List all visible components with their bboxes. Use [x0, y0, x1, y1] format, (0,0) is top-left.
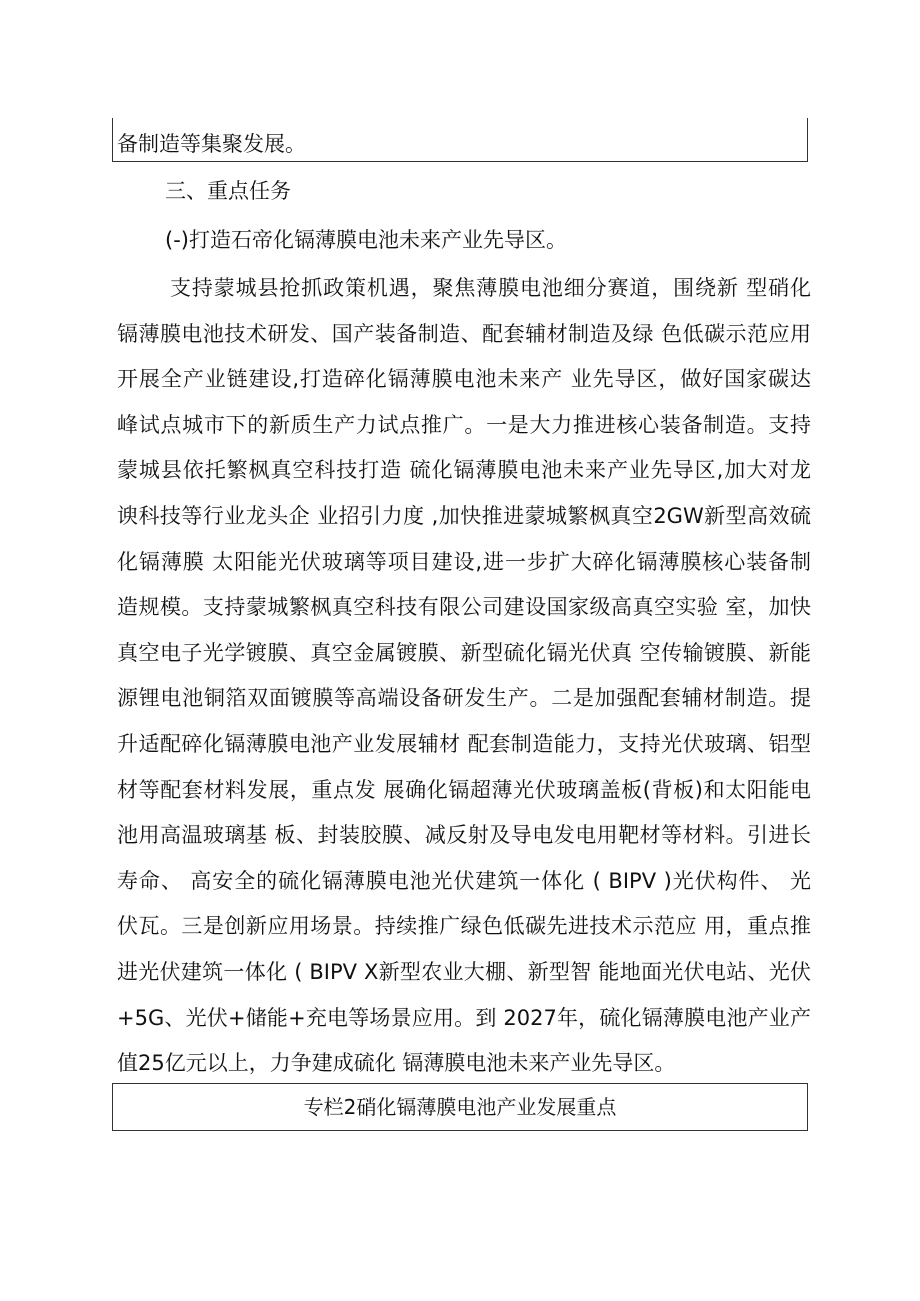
paragraph-line: 源锂电池铜箔双面镀膜等高端设备研发生产。二是加强配套辅材制造。提: [117, 686, 811, 711]
paragraph-line: 支持蒙城县抢抓政策机遇，聚焦薄膜电池细分赛道，围绕新 型硝化: [170, 276, 811, 300]
paragraph-line: 值25亿元以上，力争建成硫化 镉薄膜电池未来产业先导区。: [117, 1051, 676, 1076]
paragraph-line: 材等配套材料发展，重点发 展确化镉超薄光伏玻璃盖板(背板)和太阳能电: [117, 777, 811, 802]
table-cell-text: 备制造等集聚发展。: [117, 132, 306, 156]
body-paragraph: [117, 266, 811, 1087]
sub-heading: (-)打造石帝化镉薄膜电池未来产业先导区。: [165, 228, 567, 252]
paragraph-line: 镉薄膜电池技术研发、国产装备制造、配套辅材制造及绿 色低碳示范应用: [117, 321, 811, 346]
paragraph-line: 池用高温玻璃基 板、封装胶膜、减反射及导电发电用靶材等材料。引进长: [117, 823, 811, 848]
paragraph-line: 谀科技等行业龙头企 业招引力度 ,加快推进蒙城繁枫真空2GW新型高效硫: [117, 503, 811, 528]
paragraph-line: 升适配碎化镉薄膜电池产业发展辅材 配套制造能力，支持光伏玻璃、铝型: [117, 731, 811, 756]
paragraph-line: 伏瓦。三是创新应用场景。持续推广绿色低碳先进技术示范应 用，重点推: [117, 914, 811, 939]
paragraph-line: 造规模。支持蒙城繁枫真空科技有限公司建设国家级高真空实验 室，加快: [117, 595, 811, 620]
paragraph-line: 化镉薄膜 太阳能光伏玻璃等项目建设,进一步扩大碎化镉薄膜核心装备制: [117, 549, 811, 574]
paragraph-line: 真空电子光学镀膜、真空金属镀膜、新型硫化镉光伏真 空传输镀膜、新能: [117, 640, 811, 665]
paragraph-line: 寿命、 高安全的硫化镉薄膜电池光伏建筑一体化 ( BIPV )光伏构件、 光: [117, 868, 811, 893]
paragraph-line: 蒙城县依托繁枫真空科技打造 硫化镉薄膜电池未来产业先导区,加大对龙: [117, 458, 811, 483]
paragraph-line: +5G、光伏+储能+充电等场景应用。到 2027年，硫化镉薄膜电池产业产: [117, 1005, 811, 1030]
section-heading: 三、重点任务: [165, 179, 291, 203]
paragraph-line: 进光伏建筑一体化 ( BIPV X新型农业大棚、新型智 能地面光伏电站、光伏: [117, 959, 811, 984]
paragraph-line: 开展全产业链建设,打造碎化镉薄膜电池未来产 业先导区，做好国家碳达: [117, 367, 811, 392]
previous-table-cell: [112, 118, 808, 162]
column-box-title: 专栏2硝化镉薄膜电池产业发展重点: [303, 1095, 617, 1119]
column-box: [112, 1083, 808, 1131]
paragraph-line: 峰试点城市下的新质生产力试点推广。一是大力推进核心装备制造。支持: [117, 412, 811, 437]
